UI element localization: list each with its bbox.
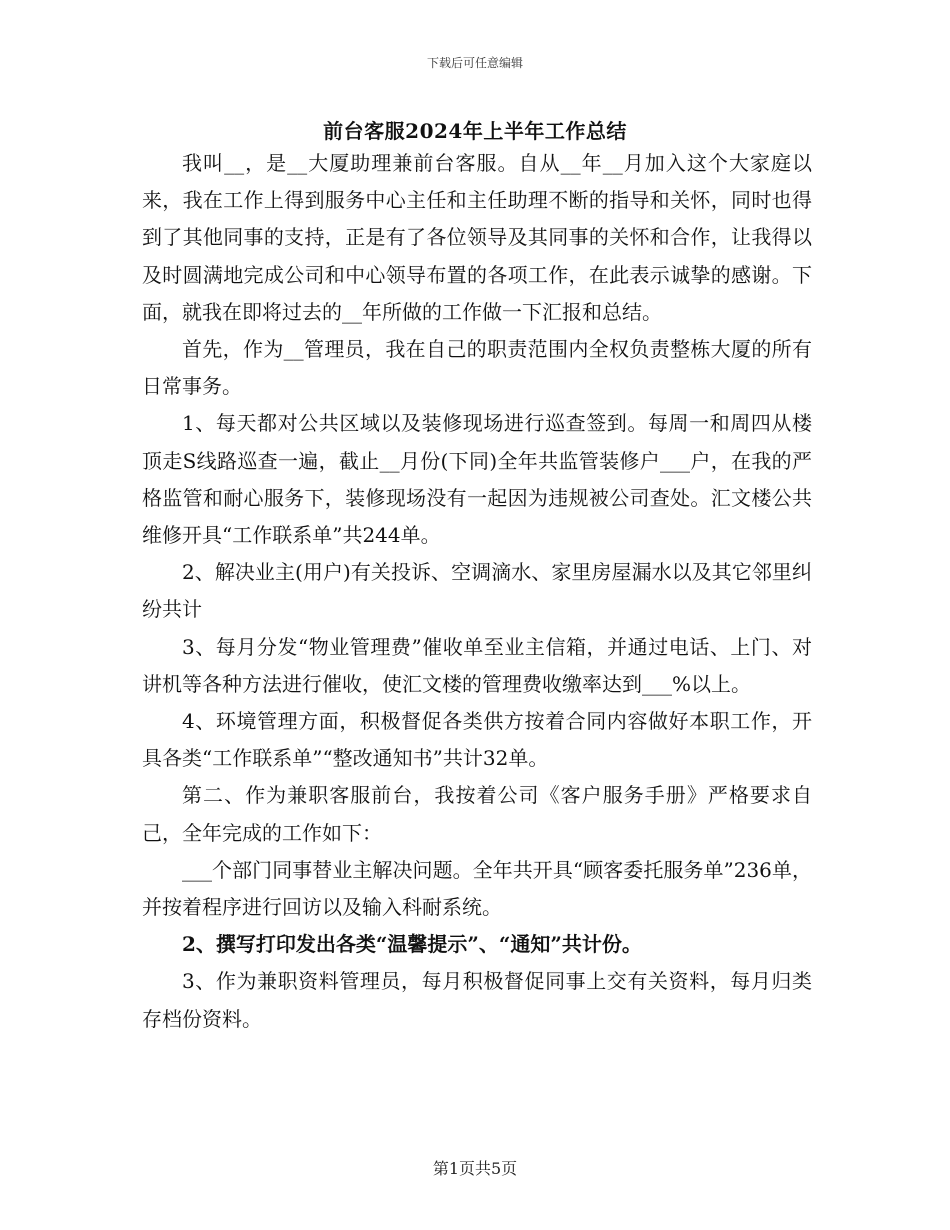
paragraph-service-item-1: ___个部门同事替业主解决问题。全年共开具“顾客委托服务单”236单，并按着程序进行回访以及输入科耐系统。 — [142, 857, 812, 920]
page-number-footer: 第1页共5页 — [432, 1159, 518, 1178]
paragraph-item-2: 2、解决业主(用户)有关投诉、空调滴水、家里房屋漏水以及其它邻里纠纷共计 — [142, 560, 812, 622]
paragraph-intro: 我叫__，是__大厦助理兼前台客服。自从__年__月加入这个大家庭以来，我在工作上得到服务中心主任和主任助理不断的指导和关怀，同时也得到了其他同事的支持，正是有了各位领导及其同事的关怀和合作，让我得以及时圆满地完成公司和中心领导布置的各项工作，在此表示诚挚的感谢。下面，就我在即将过去的__年所做的工作做一下汇报和总结。 — [142, 151, 812, 324]
header-note: 下载后可任意编辑 — [426, 56, 523, 70]
document-title: 前台客服2024年上半年工作总结 — [323, 119, 627, 143]
paragraph-service-item-3: 3、作为兼职资料管理员，每月积极督促同事上交有关资料，每月归类存档份资料。 — [142, 969, 812, 1031]
paragraph-item-1: 1、每天都对公共区域以及装修现场进行巡查签到。每周一和周四从楼顶走S线路巡查一遍，截止__月份(下同)全年共监管装修户___户，在我的严格监管和耐心服务下，装修现场没有一起因为违规被公司查处。汇文楼公共维修开具“工作联系单”共244单。 — [142, 411, 812, 548]
paragraph-service-item-2: 2、撰写打印发出各类“温馨提示”、“通知”共计份。 — [182, 932, 642, 957]
paragraph-second-role: 第二、作为兼职客服前台，我按着公司《客户服务手册》严格要求自己，全年完成的工作如下： — [142, 783, 812, 845]
paragraph-item-3: 3、每月分发“物业管理费”催收单至业主信箱，并通过电话、上门、对讲机等各种方法进行催收，使汇文楼的管理费收缴率达到___%以上。 — [142, 634, 812, 696]
paragraph-item-4: 4、环境管理方面，积极督促各类供方按着合同内容做好本职工作，开具各类“工作联系单”“整改通知书”共计32单。 — [142, 709, 812, 771]
paragraph-first-role: 首先，作为__管理员，我在自己的职责范围内全权负责整栋大厦的所有日常事务。 — [142, 337, 812, 399]
document-body — [142, 145, 812, 1038]
